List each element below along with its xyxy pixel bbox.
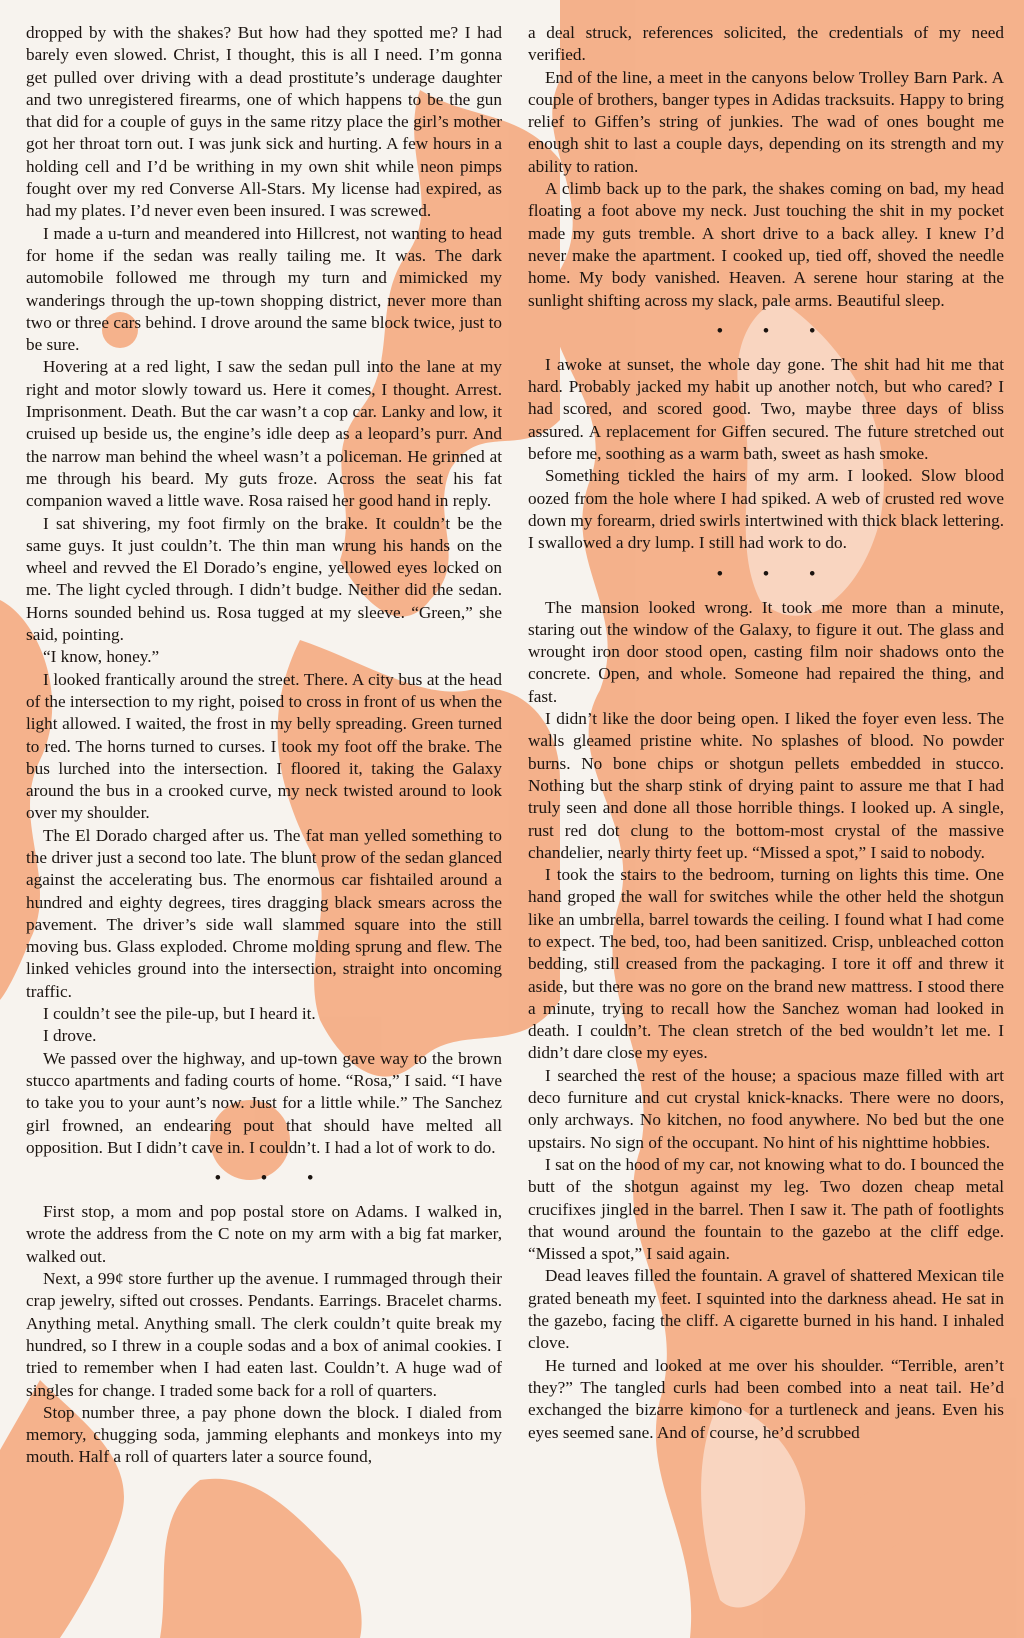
right-paragraph: A climb back up to the park, the shakes coming on bad, my head floating a foot above my neck. Just touching the shit in my pocket made my guts tremble. A short drive to a back alley. I knew I’d never make the apartment. I cooked up, tied off, shoved the needle home. My body vanished. Heaven. A serene hour staring at the sunlight shifting across my slack, pale arms. Beautiful sleep.: [528, 179, 1004, 310]
section-break: • • •: [716, 563, 834, 583]
left-paragraph: Stop number three, a pay phone down the block. I dialed from memory, chugging soda, jamming elephants and monkeys into my mouth. Half a roll of quarters later a source found,: [26, 1402, 502, 1467]
right-paragraph: I sat on the hood of my car, not knowing what to do. I bounced the butt of the shotgun against my leg. Two dozen cheap metal crucifixes jingled in the barrel. Then I saw it. The path of footlights that wound around the fountain to the gazebo at the cliff edge. “Missed a spot,” I said again.: [528, 1154, 1004, 1264]
right-paragraph: I awoke at sunset, the whole day gone. The shit had hit me that hard. Probably jacked my habit up another notch, but who cared? I had scored, and scored good. Two, maybe three days of bliss assured. A replacement for Giffen secured. The future stretched out before me, soothing as a warm bath, sweet as hash smoke.: [528, 354, 1004, 464]
left-paragraph: We passed over the highway, and up-town gave way to the brown stucco apartments and fading courts of home. “Rosa,” I said. “I have to take you to your aunt’s now. Just for a little while.” The Sanchez girl frowned, an endearing pout that should have melted all opposition. But I didn’t cave in. I couldn’t. I had a lot of work to do.: [26, 1048, 502, 1157]
left-paragraph: Hovering at a red light, I saw the sedan pull into the lane at my right and motor slowly toward us. Here it comes, I thought. Arrest. Imprisonment. Death. But the car wasn’t a cop car. Lanky and low, it cruised up beside us, the engine’s idle deep as a leopard’s purr. And the narrow man behind the wheel wasn’t a policeman. He grinned at me through his beard. My guts froze. Across the seat his fat companion waved a little wave. Rosa raised her good hand in reply.: [26, 357, 502, 511]
right-paragraph: He turned and looked at me over his shoulder. “Terrible, aren’t they?” The tangled curls had been combed into a neat tail. He’d exchanged the bizarre kimono for a turtleneck and jeans. Even his eyes seemed sane. And of course, he’d scrubbed: [528, 1355, 1004, 1442]
right-paragraph: End of the line, a meet in the canyons below Trolley Barn Park. A couple of brothers, banger types in Adidas tracksuits. Happy to bring relief to Giffen’s string of junkies. The wad of ones bought me enough shit to last a couple days, depending on its strength and my ability to ration.: [528, 67, 1004, 176]
section-break: • • •: [716, 320, 834, 340]
right-paragraph: I took the stairs to the bedroom, turning on lights this time. One hand groped the wall for switches while the other held the shotgun like an umbrella, barrel towards the ceiling. I found what I had come to expect. The bed, too, had been sanitized. Crisp, unbleached cotton bedding, still creased from the packaging. I tore it off and threw it aside, but there was no gore on the brand new mattress. I stood there a minute, trying to recall how the Sanchez woman had looked in death. I couldn’t. The clean stretch of the bed wouldn’t let me. I didn’t dare close my eyes.: [528, 865, 1004, 1063]
left-paragraph: The El Dorado charged after us. The fat man yelled something to the driver just a second too late. The blunt prow of the sedan glanced against the accelerating bus. The enormous car fishtailed around a hundred and eighty degrees, tires dragging black smears across the pavement. The driver’s side wall slammed square into the still moving bus. Glass exploded. Chrome molding sprung and flew. The linked vehicles ground into the intersection, straight into oncoming traffic.: [26, 825, 502, 1001]
left-paragraph: I couldn’t see the pile-up, but I heard it.: [43, 1004, 316, 1024]
left-paragraph: Next, a 99¢ store further up the avenue. I rummaged through their crap jewelry, sifted out crosses. Pendants. Earrings. Bracelet charms. Anything metal. Anything small. The clerk couldn’t quite break my hundred, so I threw in a couple sodas and a box of animal cookies. I tried to remember when I had eaten last. Couldn’t. A huge wad of singles for change. I traded some back for a roll of quarters.: [26, 1269, 502, 1400]
right-paragraph: I searched the rest of the house; a spacious maze filled with art deco furniture and cut crystal knick-knacks. There were no doors, only archways. No kitchen, no food anywhere. No bed but the one upstairs. No sign of the occupant. No hint of his nighttime hobbies.: [528, 1065, 1004, 1152]
right-column: [528, 22, 1004, 1622]
left-paragraph: I drove.: [43, 1026, 97, 1046]
right-paragraph: The mansion looked wrong. It took me more than a minute, staring out the window of the Galaxy, to figure it out. The glass and wrought iron door stood open, casting film noir shadows onto the concrete. Open, and whole. Someone had repaired the thing, and fast.: [528, 597, 1004, 706]
left-paragraph: I looked frantically around the street. There. A city bus at the head of the intersection to my right, poised to cross in front of us when the light allowed. I waited, the frost in my belly spreading. Green turned to red. The horns turned to curses. I took my foot off the brake. The bus lurched into the intersection. I floored it, taking the Galaxy around the bus in a crooked curve, my neck twisted around to look over my shoulder.: [26, 669, 502, 823]
story-page: [26, 22, 1004, 1622]
left-paragraph: dropped by with the shakes? But how had they spotted me? I had barely even slowed. Christ, I thought, this is all I need. I’m gonna get pulled over driving with a dead prostitute’s underage daughter and two unregistered firearms, one of which happens to be the gun that did for a couple of guys in the same ritzy place the girl’s mother got her throat torn out. I was junk sick and hurting. A few hours in a holding cell and I’d be writhing in my own shit while neon pimps fought over my red Converse All-Stars. My license had expired, as had my plates. I’d never even been insured. I was screwed.: [26, 23, 502, 221]
right-paragraph: I didn’t like the door being open. I liked the foyer even less. The walls gleamed pristine white. No splashes of blood. No powder burns. No bone chips or shotgun pellets embedded in stucco. Nothing but the sharp stink of drying paint to assure me that I had truly seen and done all those horrible things. I looked up. A single, rust red dot clung to the bottom-most crystal of the massive chandelier, nearly thirty feet up. “Missed a spot,” I said to nobody.: [528, 709, 1004, 862]
right-paragraph: Dead leaves filled the fountain. A gravel of shattered Mexican tile grated beneath my feet. I squinted into the darkness ahead. He sat in the gazebo, facing the cliff. A cigarette burned in his hand. I inhaled clove.: [528, 1266, 1004, 1353]
left-column: [26, 22, 502, 1622]
right-paragraph: Something tickled the hairs of my arm. I looked. Slow blood oozed from the hole where I had spiked. A web of crusted red wove down my forearm, dried swirls intertwined with thick black lettering. I swallowed a dry lump. I still had work to do.: [528, 466, 1004, 553]
left-paragraph: I made a u-turn and meandered into Hillcrest, not wanting to head for home if the sedan was really tailing me. It was. The dark automobile followed me through my turn and mimicked my wanderings through the up-town shopping district, never more than two or three cars behind. I drove around the same block twice, just to be sure.: [26, 223, 502, 355]
section-break: • • •: [214, 1168, 332, 1188]
left-paragraph: “I know, honey.”: [43, 647, 160, 667]
left-paragraph: I sat shivering, my foot firmly on the brake. It couldn’t be the same guys. It just couldn’t. The thin man wrung his hands on the wheel and revved the El Dorado’s engine, yellowed eyes locked on me. The light cycled through. I didn’t budge. Neither did the sedan. Horns sounded behind us. Rosa tugged at my sleeve. “Green,” she said, pointing.: [26, 513, 502, 645]
left-paragraph: First stop, a mom and pop postal store on Adams. I walked in, wrote the address from the C note on my arm with a big fat marker, walked out.: [26, 1202, 502, 1266]
right-paragraph: a deal struck, references solicited, the credentials of my need verified.: [528, 23, 1004, 65]
